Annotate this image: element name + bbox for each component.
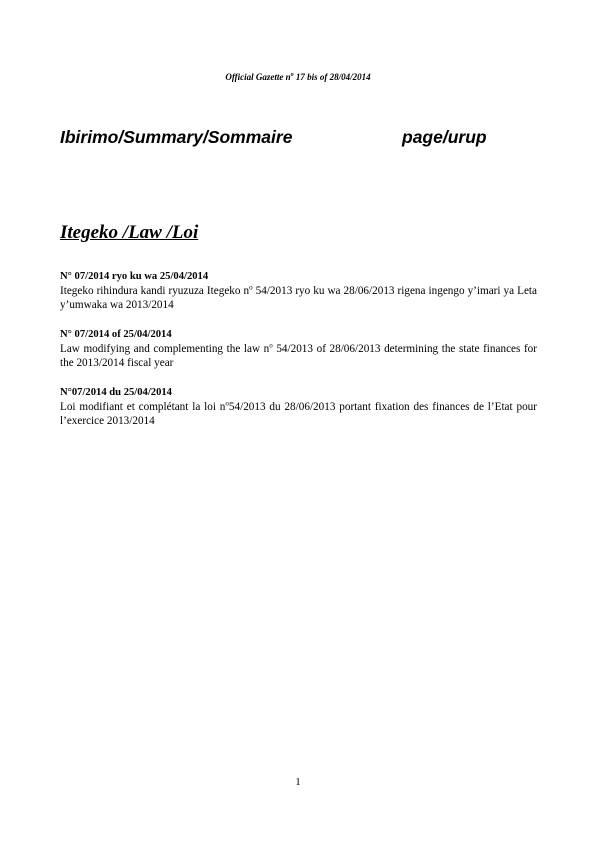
gazette-header: [0, 72, 596, 82]
law-entry-description: Loi modifiant et complétant la loi $n^o54/2013$ du 28/06/2013 portant fixation des finances de l’Etat pour l’exercice 2013/2014: [60, 399, 537, 427]
summary-heading: [60, 127, 540, 148]
law-heading: Itegeko /Law /Loi: [60, 222, 199, 243]
gazette-header-sup: o: [290, 72, 294, 78]
page-number: 1: [295, 776, 301, 788]
law-entry-kinyarwanda: [60, 270, 537, 312]
summary-title: Ibirimo/Summary/Sommaire: [60, 127, 293, 147]
law-entry-description: Itegeko rihindura kandi ryuzuza Itegeko $n^o$ 54/2013 ryo ku wa 28/06/2013 rigena ingengo y’imari ya Leta y’umwaka wa 2013/2014: [60, 283, 538, 311]
law-entry-description: Law modifying and complementing the law $n^o$ 54/2013 of 28/06/2013 determining the state finances for the 2013/2014 fiscal year: [60, 341, 537, 369]
gazette-header-prefix: Official Gazette n: [225, 72, 291, 82]
summary-page-label: page/urup: [402, 127, 487, 147]
law-entry-english: [60, 328, 537, 370]
law-entry-number: N°07/2014 du 25/04/2014: [60, 387, 172, 398]
law-entry-number: N° 07/2014 of 25/04/2014: [60, 329, 172, 340]
gazette-header-suffix: 17 bis of 28/04/2014: [293, 72, 371, 82]
law-entry-number: N° 07/2014 ryo ku wa 25/04/2014: [60, 271, 209, 282]
law-entry-french: [60, 386, 537, 428]
